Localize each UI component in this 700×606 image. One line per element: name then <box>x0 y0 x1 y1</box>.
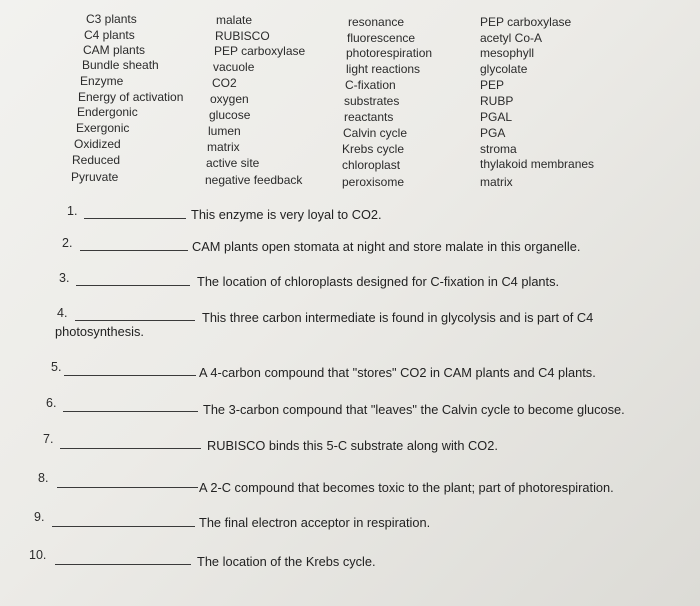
word-bank-term: Bundle sheath <box>82 58 159 72</box>
word-bank-term: fluorescence <box>347 31 416 45</box>
word-bank-term: Endergonic <box>77 105 138 119</box>
question-text: A 2-C compound that becomes toxic to the plant; part of photorespiration. <box>199 480 614 495</box>
question-text: The location of chloroplasts designed for C-fixation in C4 plants. <box>197 274 560 289</box>
question-number: 6. <box>46 396 57 410</box>
word-bank-term: Oxidized <box>74 137 121 151</box>
question-text: CAM plants open stomata at night and store malate in this organelle. <box>192 239 581 254</box>
question-number: 2. <box>62 236 73 250</box>
question-row <box>0 204 700 228</box>
question-row <box>0 271 700 295</box>
word-bank-term: PGA <box>480 126 506 140</box>
question-text: The final electron acceptor in respiration. <box>199 515 431 530</box>
question-number: 9. <box>34 510 45 524</box>
question-text: This three carbon intermediate is found in glycolysis and is part of C4 <box>202 310 594 325</box>
word-bank-term: lumen <box>208 124 241 138</box>
question-number: 7. <box>43 432 54 446</box>
word-bank-term: active site <box>206 156 260 170</box>
question-text: The location of the Krebs cycle. <box>197 554 376 569</box>
question-number: 4. <box>57 306 68 320</box>
word-bank-term: substrates <box>344 94 400 108</box>
question-row <box>0 432 700 456</box>
answer-blank[interactable] <box>75 320 195 321</box>
word-bank-term: thylakoid membranes <box>480 157 595 171</box>
question-text: A 4-carbon compound that "stores" CO2 in CAM plants and C4 plants. <box>199 365 596 380</box>
answer-blank[interactable] <box>63 411 198 412</box>
question-text: RUBISCO binds this 5-C substrate along with CO2. <box>207 438 498 453</box>
word-bank-term: reactants <box>344 110 394 124</box>
word-bank-term: Krebs cycle <box>342 142 405 156</box>
word-bank-term: stroma <box>480 142 517 156</box>
question-row <box>0 510 700 534</box>
word-bank-term: C4 plants <box>84 28 135 42</box>
word-bank-term: mesophyll <box>480 46 535 60</box>
word-bank-term: Enzyme <box>80 74 124 88</box>
word-bank-term: PGAL <box>480 110 513 124</box>
question-number: 1. <box>67 204 78 218</box>
answer-blank[interactable] <box>84 218 186 219</box>
answer-blank[interactable] <box>80 250 188 251</box>
word-bank-term: matrix <box>480 175 513 189</box>
question-number: 3. <box>59 271 70 285</box>
word-bank-term: malate <box>216 13 253 27</box>
answer-blank[interactable] <box>64 375 196 376</box>
answer-blank[interactable] <box>57 487 198 488</box>
word-bank-term: C3 plants <box>86 12 137 26</box>
word-bank-term: PEP carboxylase <box>480 15 572 29</box>
word-bank-term: peroxisome <box>342 175 405 189</box>
word-bank-term: photorespiration <box>346 46 433 60</box>
word-bank-term: chloroplast <box>342 158 401 172</box>
question-text: The 3-carbon compound that "leaves" the Calvin cycle to become glucose. <box>203 402 625 417</box>
word-bank-term: C-fixation <box>345 78 396 92</box>
word-bank-term: negative feedback <box>205 173 303 187</box>
word-bank-term: light reactions <box>346 62 421 76</box>
word-bank-term: CAM plants <box>83 43 146 57</box>
word-bank-term: vacuole <box>213 60 255 74</box>
word-bank-term: PEP <box>480 78 505 92</box>
answer-blank[interactable] <box>76 285 190 286</box>
word-bank-term: PEP carboxylase <box>214 44 306 58</box>
word-bank-term: matrix <box>207 140 240 154</box>
answer-blank[interactable] <box>60 448 201 449</box>
word-bank-term: oxygen <box>210 92 249 106</box>
question-row <box>0 236 700 260</box>
word-bank-term: resonance <box>348 15 405 29</box>
word-bank-term: Energy of activation <box>78 90 184 104</box>
question-number: 5. <box>51 360 62 374</box>
question-row <box>0 360 700 384</box>
word-bank-term: acetyl Co-A <box>480 31 543 45</box>
word-bank-term: glucose <box>209 108 251 122</box>
question-number: 8. <box>38 471 49 485</box>
word-bank-term: RUBP <box>480 94 514 108</box>
word-bank-term: Pyruvate <box>71 170 119 184</box>
word-bank-term: glycolate <box>480 62 528 76</box>
word-bank-term: Calvin cycle <box>343 126 408 140</box>
word-bank-term: Exergonic <box>76 121 130 135</box>
question-text: This enzyme is very loyal to CO2. <box>191 207 382 222</box>
question-row <box>0 306 700 342</box>
answer-blank[interactable] <box>55 564 191 565</box>
question-text-continuation: photosynthesis. <box>55 324 144 339</box>
word-bank-term: Reduced <box>72 153 121 167</box>
question-row <box>0 396 700 420</box>
question-row <box>0 471 700 495</box>
word-bank-term: CO2 <box>212 76 237 90</box>
question-number: 10. <box>29 548 47 562</box>
word-bank-term: RUBISCO <box>215 29 270 43</box>
answer-blank[interactable] <box>52 526 195 527</box>
question-row <box>0 548 700 572</box>
